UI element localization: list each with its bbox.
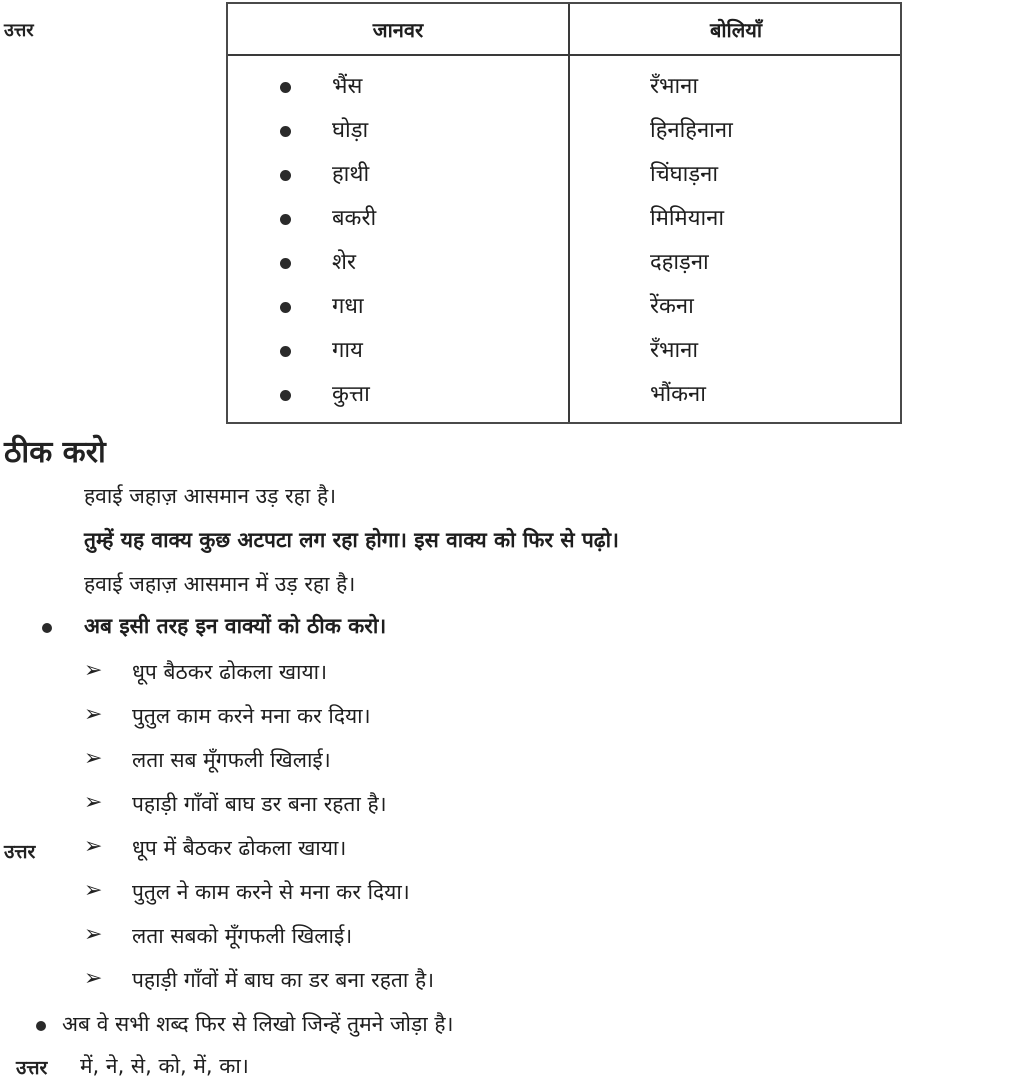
animal-name: बकरी	[332, 206, 377, 231]
question-item: पुतुल काम करने मना कर दिया।	[132, 704, 371, 728]
answer-item: धूप में बैठकर ढोकला खाया।	[132, 836, 347, 860]
bullet-icon	[280, 258, 291, 269]
animal-sound: रँभाना	[650, 74, 699, 99]
animal-name: शेर	[332, 250, 356, 275]
table-row	[228, 198, 900, 242]
bullet-icon	[280, 390, 291, 401]
arrow-bullet-icon: ➢	[84, 702, 103, 727]
header-divider	[228, 54, 900, 56]
example-right: हवाई जहाज़ आसमान में उड़ रहा है।	[84, 572, 356, 596]
section-title: ठीक करो	[4, 435, 106, 470]
animal-name: कुत्ता	[332, 382, 370, 407]
table-row	[228, 330, 900, 374]
arrow-bullet-icon: ➢	[84, 966, 103, 991]
arrow-bullet-icon: ➢	[84, 922, 103, 947]
question-item: धूप बैठकर ढोकला खाया।	[132, 660, 328, 684]
table-row	[228, 110, 900, 154]
animal-name: घोड़ा	[332, 118, 369, 143]
answer-item: पहाड़ी गाँवों में बाघ का डर बना रहता है।	[132, 968, 435, 992]
animal-sound: चिंघाड़ना	[650, 162, 719, 187]
bullet-icon	[280, 170, 291, 181]
header-animal: जानवर	[372, 18, 424, 42]
arrow-bullet-icon: ➢	[84, 658, 103, 683]
arrow-bullet-icon: ➢	[84, 790, 103, 815]
animal-sound: मिमियाना	[650, 206, 725, 231]
bullet-icon	[280, 126, 291, 137]
animal-sound: भौंकना	[650, 382, 706, 407]
answer-label: उत्तर	[4, 841, 36, 863]
answer-label: उत्तर	[4, 20, 34, 41]
arrow-bullet-icon: ➢	[84, 746, 103, 771]
task-two: अब वे सभी शब्द फिर से लिखो जिन्हें तुमने जोड़ा है।	[62, 1012, 454, 1036]
answer-label: उत्तर	[16, 1057, 48, 1079]
task-one: अब इसी तरह इन वाक्यों को ठीक करो।	[84, 614, 387, 638]
animal-name: गाय	[332, 338, 363, 363]
arrow-bullet-icon: ➢	[84, 878, 103, 903]
example-wrong: हवाई जहाज़ आसमान उड़ रहा है।	[84, 484, 337, 508]
bullet-icon	[280, 214, 291, 225]
answer-item: लता सबको मूँगफली खिलाई।	[132, 924, 353, 948]
table-row	[228, 242, 900, 286]
question-item: लता सब मूँगफली खिलाई।	[132, 748, 331, 772]
animal-name: भैंस	[332, 74, 363, 99]
animal-sound: रेंकना	[650, 294, 694, 319]
bullet-icon	[280, 82, 291, 93]
table-row	[228, 374, 900, 418]
animal-sound: रँभाना	[650, 338, 699, 363]
task-two-answer: में, ने, से, को, में, का।	[80, 1054, 249, 1078]
instruction-text: तुम्हें यह वाक्य कुछ अटपटा लग रहा होगा। इस वाक्य को फिर से पढ़ो।	[84, 528, 620, 552]
answer-item: पुतुल ने काम करने से मना कर दिया।	[132, 880, 410, 904]
bullet-icon	[280, 302, 291, 313]
bullet-icon	[36, 1021, 46, 1031]
table-row	[228, 154, 900, 198]
table-row	[228, 286, 900, 330]
animal-name: हाथी	[332, 162, 370, 187]
animal-sound: दहाड़ना	[650, 250, 709, 275]
question-item: पहाड़ी गाँवों बाघ डर बना रहता है।	[132, 792, 387, 816]
table-row	[228, 66, 900, 110]
animal-sound: हिनहिनाना	[650, 118, 733, 143]
animal-name: गधा	[332, 294, 364, 319]
bullet-icon	[280, 346, 291, 357]
animal-sounds-table	[226, 2, 902, 424]
bullet-icon	[42, 623, 52, 633]
arrow-bullet-icon: ➢	[84, 834, 103, 859]
header-sound: बोलियाँ	[709, 18, 763, 42]
